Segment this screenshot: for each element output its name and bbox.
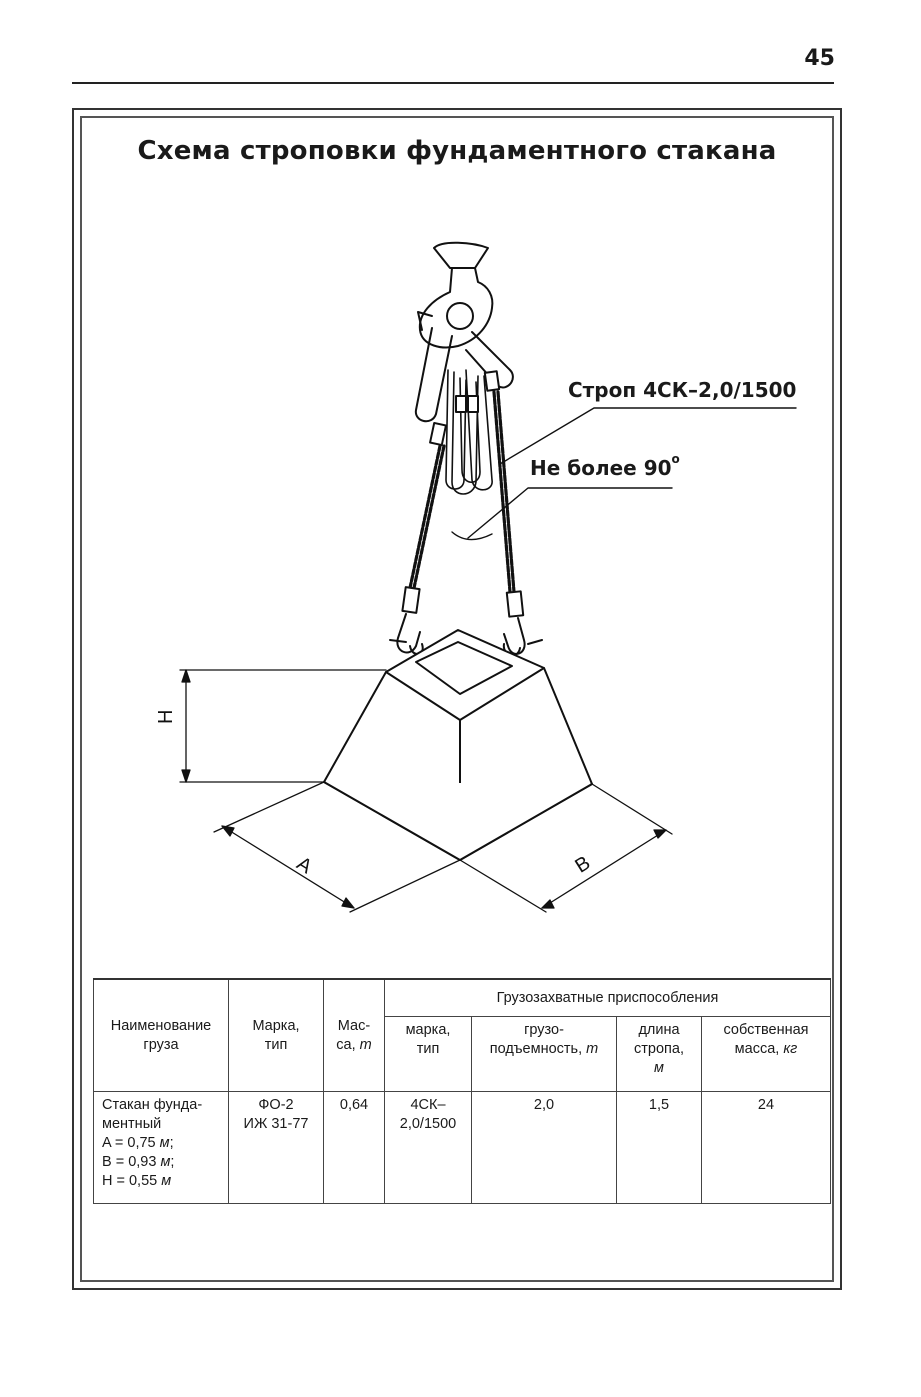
- angle-callout-text: Не более 90: [530, 456, 672, 480]
- degree-sign: o: [671, 452, 680, 467]
- cell-capacity: 2,0: [472, 1092, 617, 1204]
- cell-length: 1,5: [617, 1092, 702, 1204]
- page-number: 45: [804, 46, 835, 71]
- cell-mass: 0,64: [324, 1092, 385, 1204]
- header-sling-mark: марка, тип: [385, 1017, 472, 1092]
- page-title: Схема строповки фундаментного стакана: [137, 136, 777, 166]
- sling-sleeves-bottom: [402, 587, 523, 617]
- header-rule: [72, 82, 834, 84]
- angle-leader: [468, 488, 672, 538]
- slinging-diagram: [80, 200, 834, 930]
- sling-callout: Строп 4СК–2,0/1500: [568, 378, 797, 402]
- header-length: длина стропа, м: [617, 1017, 702, 1092]
- header-mark: Марка, тип: [229, 979, 324, 1092]
- table-row: [94, 1092, 831, 1204]
- dimension-h-label: H: [155, 709, 177, 724]
- header-mass: Мас- са, т: [324, 979, 385, 1092]
- cell-mark: ФО-2 ИЖ 31-77: [229, 1092, 324, 1204]
- table-header-group-row: [94, 979, 831, 1017]
- angle-arc: [452, 532, 492, 540]
- cell-name: Стакан фунда- ментный A = 0,75 м; B = 0,93 м; H = 0,55 м: [94, 1092, 229, 1204]
- cell-own-mass: 24: [702, 1092, 831, 1204]
- sling-loops: [446, 370, 492, 494]
- cell-sling-mark: 4СК– 2,0/1500: [385, 1092, 472, 1204]
- foundation-socket: [324, 630, 592, 860]
- header-lifting-devices: Грузозахватные приспособления: [385, 979, 831, 1017]
- dimension-a-label: A: [292, 852, 316, 879]
- rigging-spec-table: [93, 978, 831, 1204]
- angle-callout: [530, 452, 680, 480]
- header-capacity: грузо- подъемность, т: [472, 1017, 617, 1092]
- header-name: Наименование груза: [94, 979, 229, 1092]
- header-own-mass: собственная масса, кг: [702, 1017, 831, 1092]
- dimension-b-label: B: [571, 851, 595, 878]
